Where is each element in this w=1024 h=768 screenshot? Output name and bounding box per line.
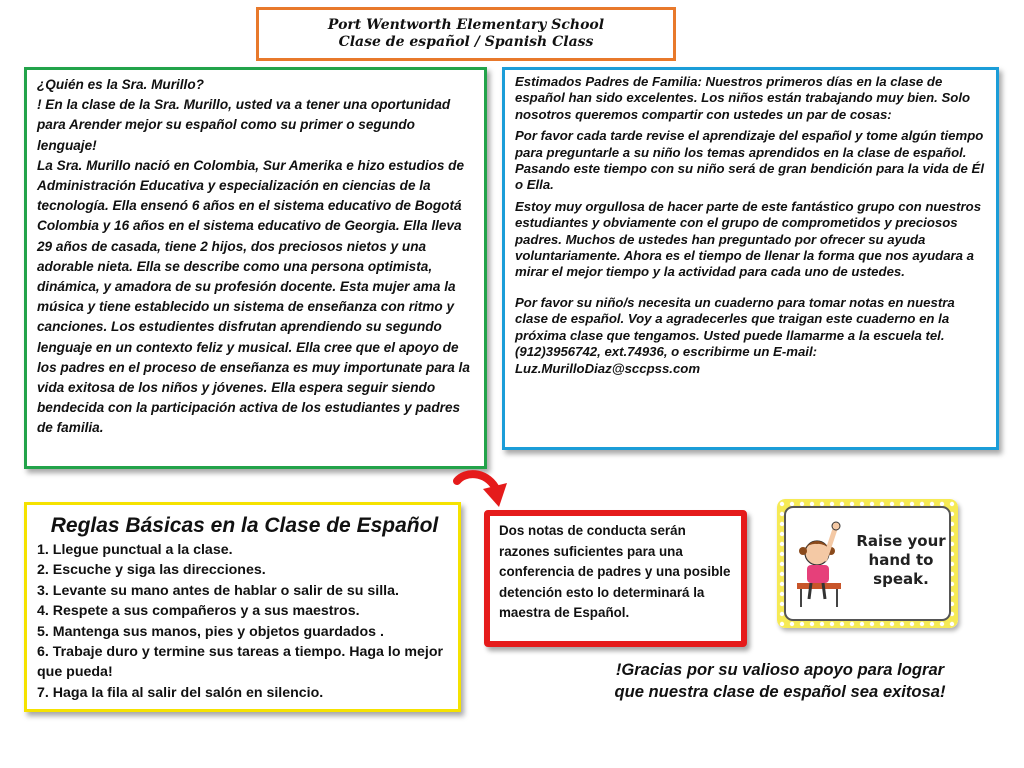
about-intro: ! En la clase de la Sra. Murillo, usted va a tener una oportunidad para Arender mejor su español como su primer o segundo lenguaje! (37, 97, 451, 153)
curved-arrow-icon (451, 469, 513, 509)
letter-greeting: Estimados Padres de Familia: Nuestros primeros días en la clase de español han sido excelentes. Los niños están trabajando muy bien. Solo nosotros queremos compartir con ustedes un par de cosas: (515, 74, 971, 122)
about-heading: ¿Quién es la Sra. Murillo? (37, 77, 204, 92)
letter-review-paragraph: Por favor cada tarde revise el aprendizaje del español y tome algún tiempo para preguntarle a su niño los temas aprendidos en la clase de español. Pasando este tiempo con su niño será de gran bendición para la vida de Él o Ella. (515, 128, 985, 193)
sign-text (852, 532, 950, 589)
rules-title: Reglas Básicas en la Clase de Español (50, 514, 439, 537)
parents-letter-box (502, 67, 999, 450)
conduct-note-box (484, 510, 747, 647)
sign-line: speak. (873, 570, 929, 588)
about-bio: La Sra. Murillo nació en Colombia, Sur Amerika e hizo estudios de Administración Educativa y especialización en ciencias de la tecnología. Ella ensenó 6 años en el sistema educativo de Bogotá Colombia y 16 años en el sistema educativo de Georgia. Ella lleva 29 años de casada, tiene 2 hijos, dos preciosos nietos y una adorable nieta. Ella se describe como una persona optimista, dinámica, y amadora de su profesión docente. Esta mujer ama la música y tiene establecido un sistema de enseñanza con ritmo y canciones. Los estudientes disfrutan aprendiendo su segundo lenguaje en un contexto feliz y musical. Ella cree que el apoyo de los padres en el proceso de enseñanza es muy importunate para la vida exitosa de los niños y jóvenes. Ella espera seguir siendo bendecida con la participación activa de los estudiantes y padres de familia. (37, 157, 470, 436)
sign-line: Raise your (856, 532, 946, 550)
about-teacher-box (24, 67, 487, 469)
rule-item: 4. Respete a sus compañeros y a sus maestros. (37, 603, 360, 620)
rule-item: 6. Trabaje duro y termine sus tareas a tiempo. Haga lo mejor que pueda! (37, 644, 444, 681)
rule-item: 2. Escuche y siga las direcciones. (37, 562, 266, 579)
rule-item: 3. Levante su mano antes de hablar o salir de su silla. (37, 582, 399, 599)
class-name: Clase de español / Spanish Class (338, 34, 594, 50)
letter-notebook-paragraph: Por favor su niño/s necesita un cuaderno para tomar notas en nuestra clase de español. Voy a agradecerles que traigan este cuaderno en la próxima clase que tengamos. Usted puede llamarme a la escuela tel. (912)3956742, ext.74936, o escribirme un E-mail: Luz.MurilloDiaz@sccpss.com (515, 294, 955, 376)
rules-box (24, 502, 461, 712)
rules-list (37, 540, 452, 703)
raise-hand-sign (777, 499, 958, 628)
rule-item: 1. Llegue punctual a la clase. (37, 542, 233, 558)
rule-item: 7. Haga la fila al salir del salón en silencio. (37, 684, 324, 701)
rule-item: 5. Mantenga sus manos, pies y objetos guardados . (37, 623, 384, 640)
header-title-box (256, 7, 676, 61)
thanks-line: !Gracias por su valioso apoyo para lograr (615, 660, 945, 679)
school-name: Port Wentworth Elementary School (327, 17, 605, 33)
letter-proud-paragraph: Estoy muy orgullosa de hacer parte de este fantástico grupo con nuestros estudiantes y obviamente con el grupo de comprometidos y preciosos padres. Muchos de ustedes han preguntado por ofrecer su ayuda voluntariamente. Ahora es el tiempo de llenar la forma que nos ayudara a mirar el mejor tiempo y la actividad para cada uno de ustedes. (515, 198, 982, 280)
sign-line: hand to (868, 551, 934, 569)
conduct-text: Dos notas de conducta serán razones suficientes para una conferencia de padres y una posible detención esto lo determinará la maestra de Español. (499, 523, 731, 621)
thanks-line: que nuestra clase de español sea exitosa! (614, 682, 946, 701)
thanks-message (598, 659, 962, 703)
